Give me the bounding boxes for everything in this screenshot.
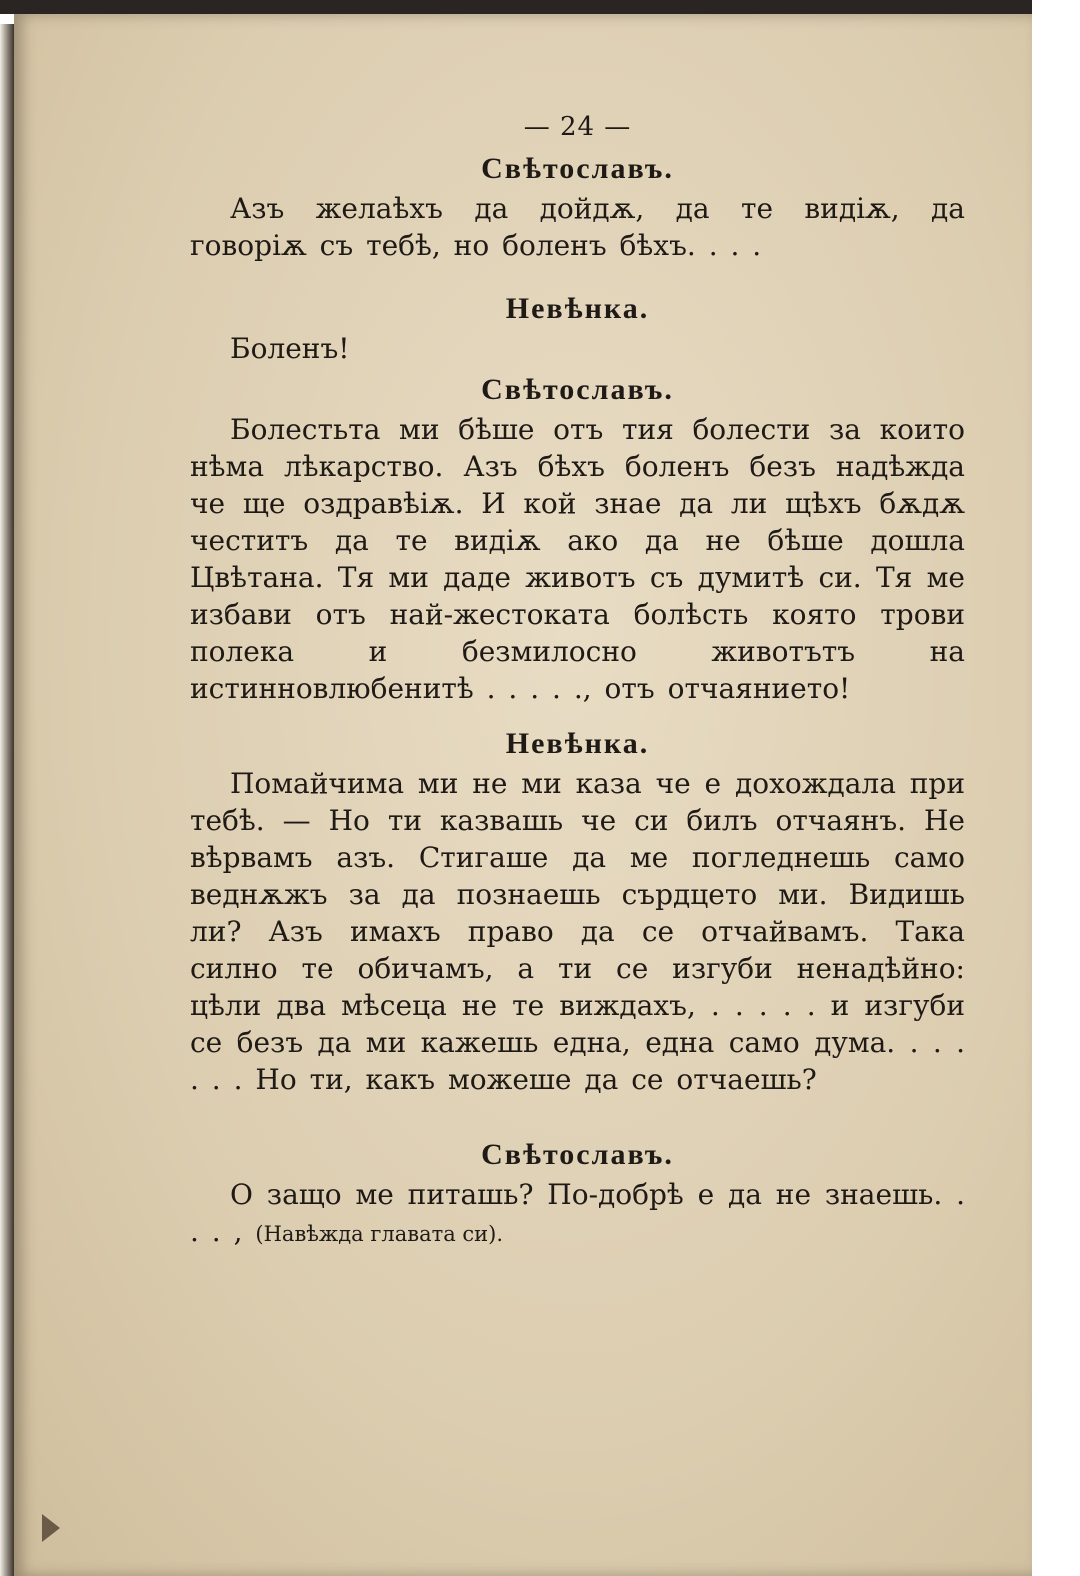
scan-margin bbox=[1032, 0, 1080, 1576]
speech-text: Помайчима ми не ми каза че е дохождала при тебѣ. — Но ти казвашь че си билъ отчаянъ. Не вѣрвамъ азъ. Стигаше да ме погледнешь само веднѫжъ за да познаешь сърдцето ми. Видишь ли? Азъ имахъ право да се отчайвамъ. Така силно те обичамъ, а ти се изгуби ненадѣйно: цѣли два мѣсеца не те виждахъ, . . . . . и изгуби се безъ да ми кажешь една, една само дума. . . . . . . Но ти, какъ можеше да се отчаешь? bbox=[190, 767, 965, 1096]
stage-direction: (Навѣжда главата си). bbox=[255, 1222, 504, 1246]
speaker-heading: Свѣтославъ. bbox=[481, 152, 674, 185]
speaker-heading: Невѣнка. bbox=[505, 292, 650, 325]
speech-text: Боленъ! bbox=[230, 332, 350, 365]
page-number: — 24 — bbox=[523, 112, 632, 142]
speech-text: Азъ желаѣхъ да дойдѫ, да те видіѫ, да говоріѫ съ тебѣ, но боленъ бѣхъ. . . . bbox=[190, 192, 965, 262]
speech-text bbox=[190, 1176, 965, 1253]
torn-corner-mark bbox=[42, 1514, 60, 1542]
speech-line: О защо ме питашь? По-добрѣ е да не знаешь. . . . , bbox=[190, 1178, 965, 1248]
book-spine-shadow bbox=[0, 24, 14, 1576]
speech-text: Болестьта ми бѣше отъ тия болести за които нѣма лѣкарство. Азъ бѣхъ боленъ безъ надѣжда че ще оздравѣіѫ. И кой знае да ли щѣхъ бѫдѫ честитъ да те видіѫ ако да не бѣше дошла Цвѣтана. Тя ми даде животъ съ думитѣ си. Тя ме избави отъ най-жестоката болѣсть която трови полека и безмилосно животътъ на истинновлюбенитѣ . . . . ., отъ отчаянието! bbox=[190, 413, 965, 705]
speaker-heading: Невѣнка. bbox=[505, 727, 650, 760]
speaker-heading: Свѣтославъ. bbox=[481, 373, 674, 406]
page-content bbox=[190, 112, 965, 1253]
scan-top-edge bbox=[0, 0, 1032, 14]
speaker-heading: Свѣтославъ. bbox=[481, 1138, 674, 1171]
